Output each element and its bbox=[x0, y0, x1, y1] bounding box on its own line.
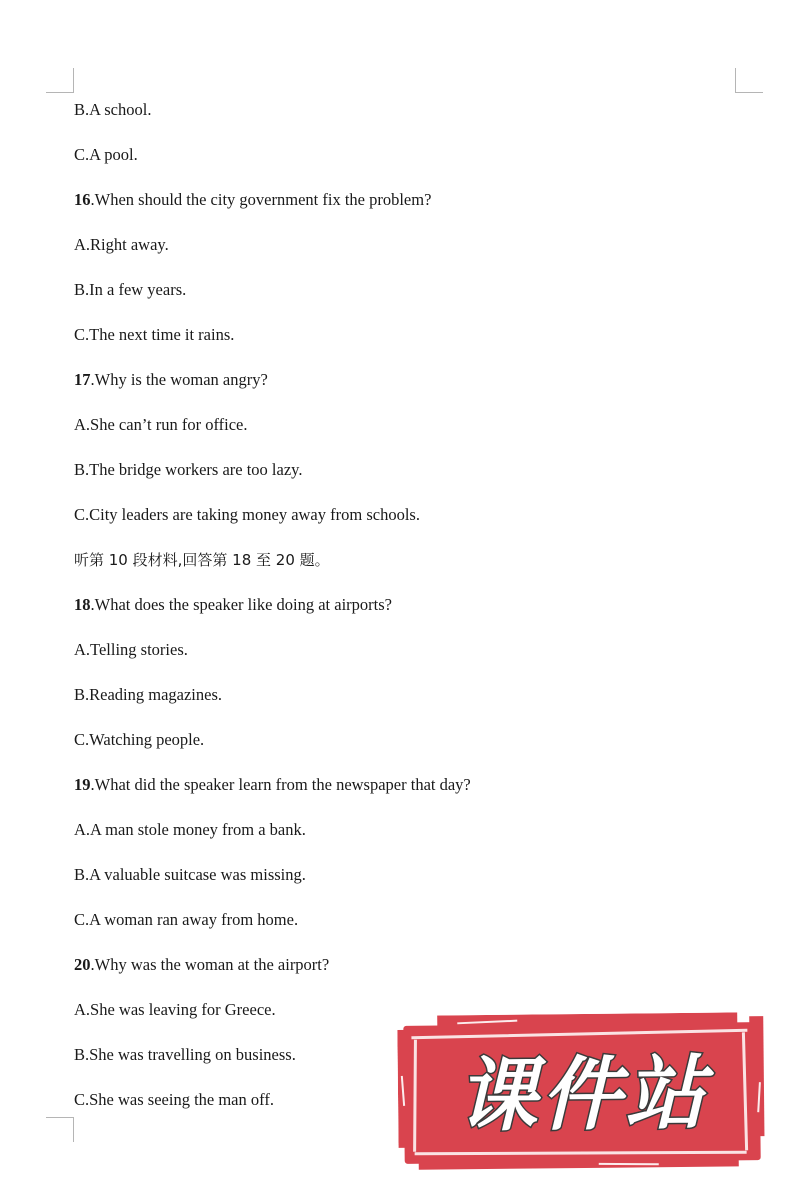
instruction-text: 听第 10 段材料,回答第 18 至 20 题。 bbox=[74, 551, 330, 569]
stamp-frame-edge-right bbox=[749, 1016, 764, 1136]
question-line bbox=[74, 368, 754, 413]
line-text: B.A valuable suitcase was missing. bbox=[74, 865, 306, 884]
option-line bbox=[74, 503, 754, 548]
line-text: A.She can’t run for office. bbox=[74, 415, 248, 434]
option-line bbox=[74, 98, 754, 143]
stamp-graphic bbox=[397, 1012, 769, 1172]
question-line bbox=[74, 593, 754, 638]
line-text: B.A school. bbox=[74, 100, 152, 119]
section-instruction bbox=[74, 548, 754, 593]
line-text: C.A pool. bbox=[74, 145, 138, 164]
option-line bbox=[74, 278, 754, 323]
document-body bbox=[74, 98, 754, 1133]
question-text: .Why was the woman at the airport? bbox=[90, 955, 330, 974]
question-number: 17 bbox=[74, 370, 91, 389]
question-number: 20 bbox=[74, 955, 91, 974]
stamp-frame-edge-left bbox=[397, 1030, 410, 1148]
line-text: B.The bridge workers are too lazy. bbox=[74, 460, 303, 479]
question-text: .What does the speaker like doing at airports? bbox=[90, 595, 392, 614]
question-text: .What did the speaker learn from the newspaper that day? bbox=[90, 775, 471, 794]
question-line bbox=[74, 188, 754, 233]
line-text: C.A woman ran away from home. bbox=[74, 910, 299, 929]
option-line bbox=[74, 863, 754, 908]
option-line bbox=[74, 458, 754, 503]
line-text: C.The next time it rains. bbox=[74, 325, 235, 344]
question-number: 18 bbox=[74, 595, 91, 614]
watermark-stamp bbox=[397, 1012, 769, 1172]
line-text: A.She was leaving for Greece. bbox=[74, 1000, 276, 1019]
question-number: 19 bbox=[74, 775, 91, 794]
line-text: A.Telling stories. bbox=[74, 640, 188, 659]
question-text: .Why is the woman angry? bbox=[90, 370, 268, 389]
option-line bbox=[74, 908, 754, 953]
line-text: B.In a few years. bbox=[74, 280, 187, 299]
question-line bbox=[74, 953, 754, 998]
crop-mark-bottom-left bbox=[46, 1117, 74, 1142]
option-line bbox=[74, 683, 754, 728]
option-line bbox=[74, 728, 754, 773]
question-text: .When should the city government fix the problem? bbox=[90, 190, 432, 209]
question-line bbox=[74, 773, 754, 818]
line-text: B.She was travelling on business. bbox=[74, 1045, 296, 1064]
option-line bbox=[74, 323, 754, 368]
question-number: 16 bbox=[74, 190, 91, 209]
line-text: C.City leaders are taking money away from schools. bbox=[74, 505, 420, 524]
line-text: A.A man stole money from a bank. bbox=[74, 820, 306, 839]
option-line bbox=[74, 413, 754, 458]
line-text: C.Watching people. bbox=[74, 730, 205, 749]
line-text: B.Reading magazines. bbox=[74, 685, 223, 704]
option-line bbox=[74, 818, 754, 863]
stamp-text: 课件站 bbox=[456, 1046, 710, 1143]
option-line bbox=[74, 233, 754, 278]
line-text: C.She was seeing the man off. bbox=[74, 1090, 274, 1109]
option-line bbox=[74, 143, 754, 188]
line-text: A.Right away. bbox=[74, 235, 169, 254]
option-line bbox=[74, 638, 754, 683]
crop-mark-top-right bbox=[735, 68, 763, 93]
crop-mark-top-left bbox=[46, 68, 74, 93]
